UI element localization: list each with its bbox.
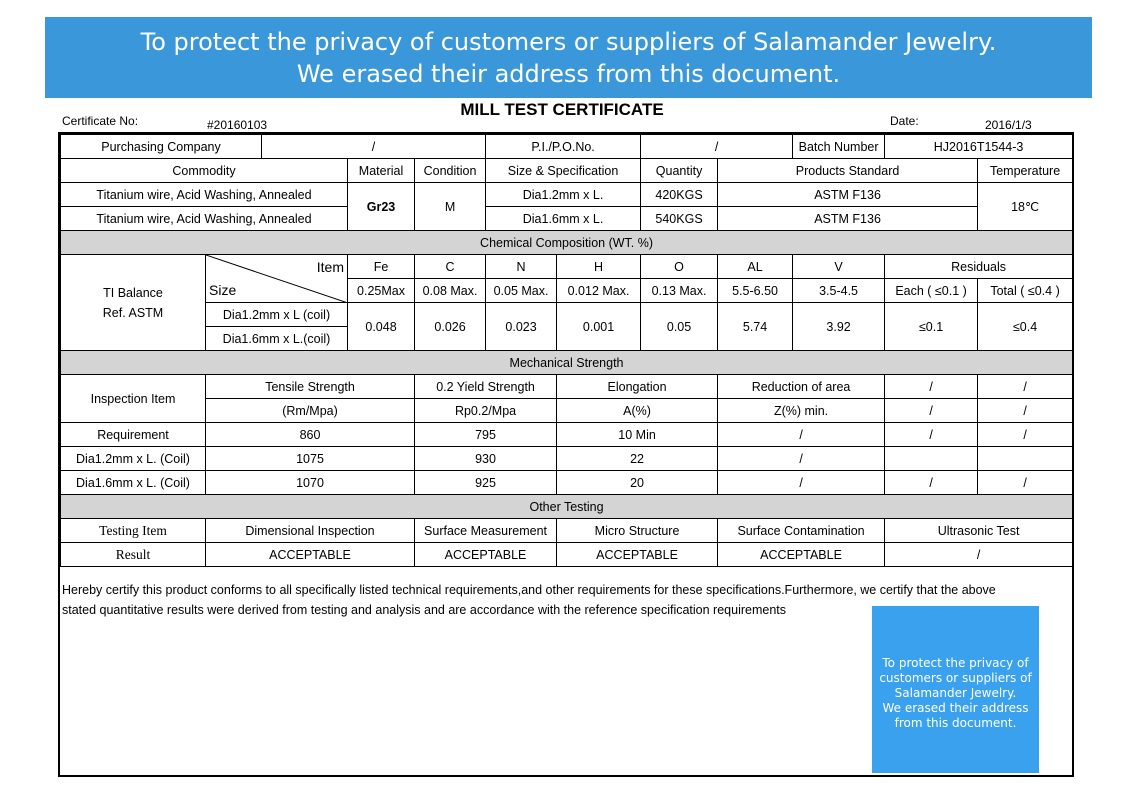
blank-unit-2: / (978, 399, 1073, 423)
po-value: / (641, 135, 793, 159)
result-ultrasonic: / (885, 543, 1073, 567)
mechanical-row-label: Dia1.6mm x L. (Coil) (61, 471, 206, 495)
document-title: MILL TEST CERTIFICATE (460, 100, 664, 119)
test-surface-measurement: Surface Measurement (415, 519, 557, 543)
chemical-section-row (61, 231, 1073, 255)
limit-v: 3.5-4.5 (793, 279, 885, 303)
element-o: O (641, 255, 718, 279)
limit-c: 0.08 Max. (415, 279, 486, 303)
statement-line-1: Hereby certify this product conforms to all specifically listed technical requirements,and other requirements for these specifications.Furthermore, we certify that the above (62, 583, 996, 597)
test-ultrasonic: Ultrasonic Test (885, 519, 1073, 543)
limit-o: 0.13 Max. (641, 279, 718, 303)
tensile-unit: (Rm/Mpa) (206, 399, 415, 423)
test-surface-contamination: Surface Contamination (718, 519, 885, 543)
mechanical-row-label: Requirement (61, 423, 206, 447)
element-h: H (557, 255, 641, 279)
elongation-value: 10 Min (557, 423, 718, 447)
tensile-value: 860 (206, 423, 415, 447)
limit-n: 0.05 Max. (486, 279, 557, 303)
value-c: 0.026 (415, 303, 486, 351)
commodity-cell: Titanium wire, Acid Washing, Annealed (61, 207, 348, 231)
result-surface-contamination: ACCEPTABLE (718, 543, 885, 567)
commodity-header: Commodity (61, 159, 348, 183)
quantity-header: Quantity (641, 159, 718, 183)
test-micro-structure: Micro Structure (557, 519, 718, 543)
spec-header: Size & Specification (486, 159, 641, 183)
banner-line-2: We erased their address from this document. (296, 60, 841, 88)
condition-cell: M (415, 183, 486, 231)
limit-al: 5.5-6.50 (718, 279, 793, 303)
statement-line-2: stated quantitative results were derived from testing and analysis and are accordance with the reference specification requirements (62, 603, 786, 617)
temperature-cell: 18℃ (978, 183, 1073, 231)
mechanical-header-row (61, 375, 1073, 399)
other-section-title: Other Testing (61, 495, 1073, 519)
blank-value-2: / (978, 471, 1073, 495)
overlay-line: from this document. (894, 716, 1017, 730)
size-row-label: Dia1.2mm x L (coil) (206, 303, 348, 327)
reduction-header: Reduction of area (718, 375, 885, 399)
elongation-unit: A(%) (557, 399, 718, 423)
overlay-line: We erased their address (882, 701, 1029, 715)
blank-value-1: / (885, 423, 978, 447)
mechanical-row-label: Dia1.2mm x L. (Coil) (61, 447, 206, 471)
commodity-row (61, 207, 1073, 231)
yield-value: 925 (415, 471, 557, 495)
banner-line-1: To protect the privacy of customers or suppliers of Salamander Jewelry. (140, 28, 997, 56)
ref-astm-label: Ref. ASTM (102, 305, 164, 320)
other-results-row (61, 543, 1073, 567)
temperature-header: Temperature (978, 159, 1073, 183)
item-size-diagonal-cell (206, 255, 348, 303)
blank-value-1: / (885, 471, 978, 495)
mechanical-row (61, 447, 1073, 471)
condition-header: Condition (415, 159, 486, 183)
residual-total-limit: Total ( ≤0.4 ) (978, 279, 1073, 303)
quantity-cell: 420KGS (641, 183, 718, 207)
reduction-value: / (718, 423, 885, 447)
standard-header: Products Standard (718, 159, 978, 183)
residual-total-value: ≤0.4 (978, 303, 1073, 351)
standard-cell: ASTM F136 (718, 207, 978, 231)
standard-cell: ASTM F136 (718, 183, 978, 207)
date-value: 2016/1/3 (985, 118, 1032, 132)
value-o: 0.05 (641, 303, 718, 351)
elongation-header: Elongation (557, 375, 718, 399)
value-n: 0.023 (486, 303, 557, 351)
certificate-table (60, 134, 1073, 567)
testing-item-label: Testing Item (61, 519, 206, 543)
result-surface-measurement: ACCEPTABLE (415, 543, 557, 567)
commodity-row (61, 183, 1073, 207)
reduction-value: / (718, 471, 885, 495)
yield-unit: Rp0.2/Mpa (415, 399, 557, 423)
commodity-cell: Titanium wire, Acid Washing, Annealed (61, 183, 348, 207)
overlay-line: customers or suppliers of (879, 671, 1032, 685)
value-h: 0.001 (557, 303, 641, 351)
blank-value-2: / (978, 423, 1073, 447)
material-cell: Gr23 (348, 183, 415, 231)
tensile-value: 1075 (206, 447, 415, 471)
value-v: 3.92 (793, 303, 885, 351)
ti-balance-cell (61, 255, 206, 351)
po-label: P.I./P.O.No. (486, 135, 641, 159)
header-row (61, 135, 1073, 159)
result-micro-structure: ACCEPTABLE (557, 543, 718, 567)
size-row-label: Dia1.6mm x L.(coil) (206, 327, 348, 351)
inspection-item-label: Inspection Item (61, 375, 206, 423)
value-al: 5.74 (718, 303, 793, 351)
mechanical-row (61, 423, 1073, 447)
tensile-header: Tensile Strength (206, 375, 415, 399)
reduction-value: / (718, 447, 885, 471)
chemical-elements-row (61, 255, 1073, 279)
elongation-value: 20 (557, 471, 718, 495)
element-v: V (793, 255, 885, 279)
element-fe: Fe (348, 255, 415, 279)
privacy-banner (45, 17, 1092, 98)
yield-value: 930 (415, 447, 557, 471)
certificate-no-value: #20160103 (207, 118, 268, 132)
batch-number-label: Batch Number (793, 135, 885, 159)
spec-cell: Dia1.2mm x L. (486, 183, 641, 207)
material-header: Material (348, 159, 415, 183)
quantity-cell: 540KGS (641, 207, 718, 231)
mechanical-row (61, 471, 1073, 495)
blank-unit-1: / (885, 399, 978, 423)
mechanical-section-row (61, 351, 1073, 375)
size-label: Size (209, 282, 237, 298)
blank-value-2 (978, 447, 1073, 471)
limit-h: 0.012 Max. (557, 279, 641, 303)
element-c: C (415, 255, 486, 279)
test-dimensional: Dimensional Inspection (206, 519, 415, 543)
date-label: Date: (890, 114, 919, 128)
commodity-header-row (61, 159, 1073, 183)
yield-header: 0.2 Yield Strength (415, 375, 557, 399)
batch-number-value: HJ2016T1544-3 (885, 135, 1073, 159)
blank-header-2: / (978, 375, 1073, 399)
privacy-overlay-box (872, 606, 1039, 773)
residual-each-value: ≤0.1 (885, 303, 978, 351)
mechanical-units-row (61, 399, 1073, 423)
residual-each-limit: Each ( ≤0.1 ) (885, 279, 978, 303)
residuals-header: Residuals (885, 255, 1073, 279)
limit-fe: 0.25Max (348, 279, 415, 303)
spec-cell: Dia1.6mm x L. (486, 207, 641, 231)
certificate-no-label: Certificate No: (62, 114, 139, 128)
reduction-unit: Z(%) min. (718, 399, 885, 423)
mechanical-section-title: Mechanical Strength (61, 351, 1073, 375)
result-label: Result (61, 543, 206, 567)
blank-value-1 (885, 447, 978, 471)
element-n: N (486, 255, 557, 279)
chemical-section-title: Chemical Composition (WT. %) (61, 231, 1073, 255)
elongation-value: 22 (557, 447, 718, 471)
tensile-value: 1070 (206, 471, 415, 495)
value-fe: 0.048 (348, 303, 415, 351)
purchasing-company-label: Purchasing Company (61, 135, 262, 159)
overlay-line: To protect the privacy of (882, 656, 1029, 670)
element-al: AL (718, 255, 793, 279)
other-tests-row (61, 519, 1073, 543)
purchasing-company-value: / (262, 135, 486, 159)
item-label: Item (316, 259, 345, 275)
yield-value: 795 (415, 423, 557, 447)
chemical-values-row (61, 303, 1073, 327)
ti-balance-label: TI Balance (103, 285, 163, 300)
overlay-line: Salamander Jewelry. (894, 686, 1017, 700)
other-section-row (61, 495, 1073, 519)
blank-header-1: / (885, 375, 978, 399)
result-dimensional: ACCEPTABLE (206, 543, 415, 567)
